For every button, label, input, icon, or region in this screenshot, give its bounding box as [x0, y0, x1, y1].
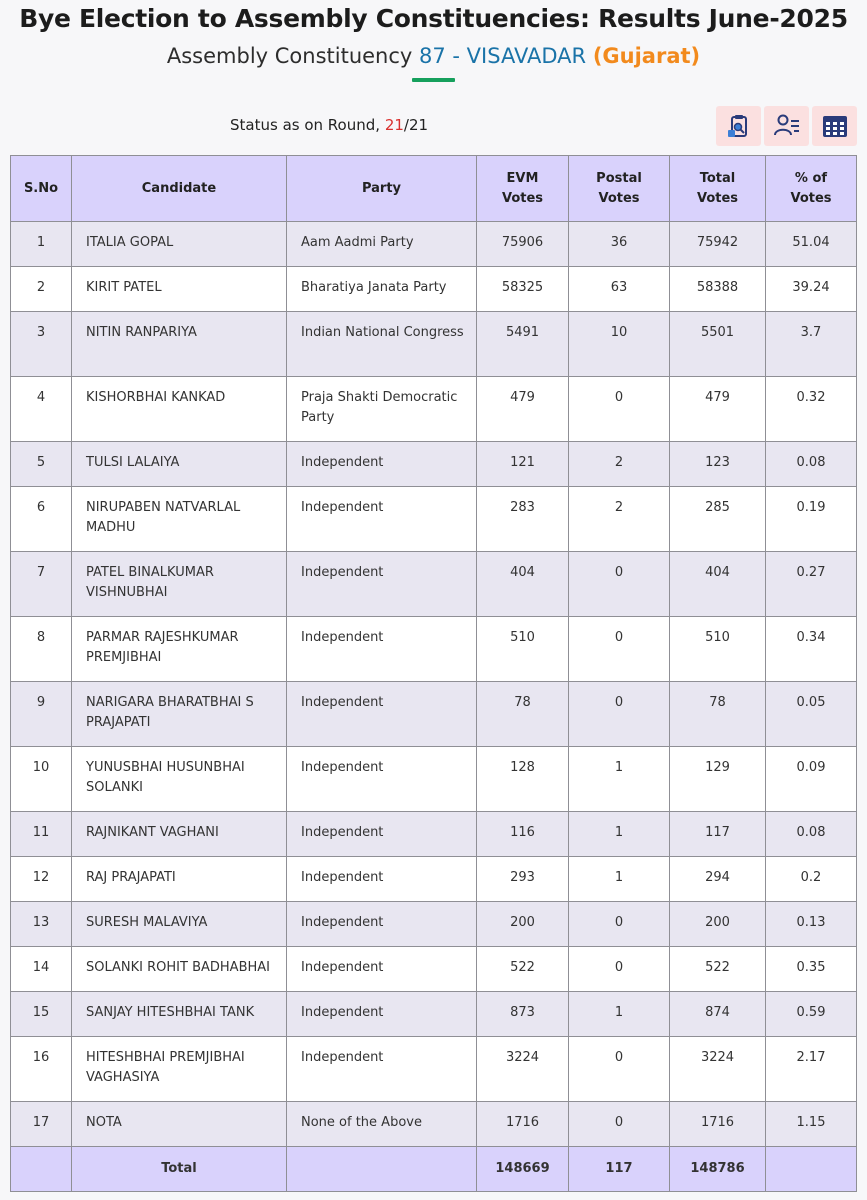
cell-vote-percent: 0.34 [766, 617, 857, 682]
cell-evm-votes: 510 [477, 617, 569, 682]
cell-postal-votes: 0 [569, 1102, 670, 1147]
cell-party: Independent [287, 682, 477, 747]
table-header-row [11, 156, 857, 222]
cell-party: Independent [287, 947, 477, 992]
round-status [230, 116, 428, 134]
cell-total-votes: 3224 [670, 1037, 766, 1102]
total-total-votes: 148786 [670, 1147, 766, 1192]
cell-evm-votes: 3224 [477, 1037, 569, 1102]
cell-total-votes: 5501 [670, 312, 766, 377]
cell-vote-percent: 0.08 [766, 442, 857, 487]
current-round: 21 [384, 116, 404, 134]
cell-postal-votes: 1 [569, 857, 670, 902]
cell-vote-percent: 0.2 [766, 857, 857, 902]
cell-total-votes: 117 [670, 812, 766, 857]
cell-total-votes: 479 [670, 377, 766, 442]
cell-total-votes: 200 [670, 902, 766, 947]
cell-evm-votes: 283 [477, 487, 569, 552]
cell-vote-percent: 0.13 [766, 902, 857, 947]
cell-evm-votes: 404 [477, 552, 569, 617]
total-sno [11, 1147, 72, 1192]
cell-candidate: KISHORBHAI KANKAD [72, 377, 287, 442]
cell-candidate: PARMAR RAJESHKUMAR PREMJIBHAI [72, 617, 287, 682]
candidate-wise-button[interactable] [764, 106, 809, 146]
cell-total-votes: 78 [670, 682, 766, 747]
cell-party: Independent [287, 1037, 477, 1102]
cell-total-votes: 58388 [670, 267, 766, 312]
cell-postal-votes: 63 [569, 267, 670, 312]
table-row [11, 1037, 857, 1102]
cell-evm-votes: 128 [477, 747, 569, 812]
cell-candidate: RAJNIKANT VAGHANI [72, 812, 287, 857]
cell-vote-percent: 0.59 [766, 992, 857, 1037]
cell-sno: 13 [11, 902, 72, 947]
table-row [11, 747, 857, 812]
constituency-name: 87 - VISAVADAR [419, 44, 587, 68]
cell-total-votes: 123 [670, 442, 766, 487]
cell-sno: 15 [11, 992, 72, 1037]
page-title: Bye Election to Assembly Constituencies: Results June-2025 [19, 4, 848, 33]
state-name: (Gujarat) [592, 44, 701, 68]
cell-vote-percent: 1.15 [766, 1102, 857, 1147]
cell-vote-percent: 0.05 [766, 682, 857, 747]
cell-postal-votes: 1 [569, 747, 670, 812]
cell-party: Independent [287, 992, 477, 1037]
cell-postal-votes: 0 [569, 902, 670, 947]
cell-party: Independent [287, 747, 477, 812]
table-row [11, 902, 857, 947]
cell-postal-votes: 0 [569, 377, 670, 442]
cell-total-votes: 129 [670, 747, 766, 812]
cell-evm-votes: 522 [477, 947, 569, 992]
cell-total-votes: 1716 [670, 1102, 766, 1147]
header-sno: S.No [11, 156, 72, 222]
cell-candidate: SANJAY HITESHBHAI TANK [72, 992, 287, 1037]
header-postal-votes: Postal Votes [569, 156, 670, 222]
cell-party: Independent [287, 812, 477, 857]
table-row [11, 267, 857, 312]
constituency-subtitle [0, 44, 867, 68]
cell-sno: 6 [11, 487, 72, 552]
table-row [11, 857, 857, 902]
cell-evm-votes: 1716 [477, 1102, 569, 1147]
cell-candidate: TULSI LALAIYA [72, 442, 287, 487]
cell-vote-percent: 3.7 [766, 312, 857, 377]
calendar-grid-icon [821, 112, 849, 140]
cell-vote-percent: 39.24 [766, 267, 857, 312]
cell-total-votes: 285 [670, 487, 766, 552]
cell-sno: 8 [11, 617, 72, 682]
cell-party: Indian National Congress [287, 312, 477, 377]
cell-evm-votes: 873 [477, 992, 569, 1037]
cell-party: Independent [287, 487, 477, 552]
cell-total-votes: 294 [670, 857, 766, 902]
constituency-wise-button[interactable] [716, 106, 761, 146]
header-total-votes: Total Votes [670, 156, 766, 222]
cell-sno: 10 [11, 747, 72, 812]
cell-candidate: KIRIT PATEL [72, 267, 287, 312]
cell-sno: 14 [11, 947, 72, 992]
cell-sno: 12 [11, 857, 72, 902]
total-postal-votes: 117 [569, 1147, 670, 1192]
table-row [11, 617, 857, 682]
table-row [11, 487, 857, 552]
cell-postal-votes: 2 [569, 442, 670, 487]
cell-candidate: NOTA [72, 1102, 287, 1147]
cell-evm-votes: 58325 [477, 267, 569, 312]
cell-total-votes: 75942 [670, 222, 766, 267]
cell-sno: 9 [11, 682, 72, 747]
cell-postal-votes: 0 [569, 947, 670, 992]
header-vote-percent: % of Votes [766, 156, 857, 222]
status-label: Status as on Round, [230, 116, 381, 134]
cell-sno: 2 [11, 267, 72, 312]
cell-party: Independent [287, 617, 477, 682]
header-evm-votes: EVM Votes [477, 156, 569, 222]
cell-total-votes: 510 [670, 617, 766, 682]
title-underline [412, 78, 455, 82]
cell-evm-votes: 121 [477, 442, 569, 487]
cell-evm-votes: 75906 [477, 222, 569, 267]
subtitle-prefix: Assembly Constituency [166, 44, 413, 68]
cell-candidate: NARIGARA BHARATBHAI S PRAJAPATI [72, 682, 287, 747]
cell-postal-votes: 0 [569, 552, 670, 617]
cell-vote-percent: 51.04 [766, 222, 857, 267]
cell-sno: 16 [11, 1037, 72, 1102]
total-vote-percent [766, 1147, 857, 1192]
cell-candidate: PATEL BINALKUMAR VISHNUBHAI [72, 552, 287, 617]
table-row [11, 992, 857, 1037]
table-row [11, 947, 857, 992]
cell-candidate: SURESH MALAVIYA [72, 902, 287, 947]
header-candidate: Candidate [72, 156, 287, 222]
clipboard-search-icon [725, 112, 753, 140]
cell-sno: 11 [11, 812, 72, 857]
total-rounds: /21 [403, 116, 429, 134]
cell-sno: 5 [11, 442, 72, 487]
cell-postal-votes: 0 [569, 617, 670, 682]
cell-vote-percent: 0.27 [766, 552, 857, 617]
cell-postal-votes: 36 [569, 222, 670, 267]
cell-candidate: ITALIA GOPAL [72, 222, 287, 267]
cell-party: Independent [287, 552, 477, 617]
cell-evm-votes: 5491 [477, 312, 569, 377]
cell-postal-votes: 0 [569, 682, 670, 747]
total-label: Total [72, 1147, 287, 1192]
cell-vote-percent: 0.32 [766, 377, 857, 442]
cell-party: Aam Aadmi Party [287, 222, 477, 267]
cell-total-votes: 522 [670, 947, 766, 992]
header-party: Party [287, 156, 477, 222]
cell-vote-percent: 0.19 [766, 487, 857, 552]
cell-party: Independent [287, 902, 477, 947]
table-view-button[interactable] [812, 106, 857, 146]
table-row [11, 442, 857, 487]
cell-evm-votes: 78 [477, 682, 569, 747]
cell-candidate: HITESHBHAI PREMJIBHAI VAGHASIYA [72, 1037, 287, 1102]
cell-vote-percent: 0.35 [766, 947, 857, 992]
cell-sno: 17 [11, 1102, 72, 1147]
cell-postal-votes: 1 [569, 812, 670, 857]
cell-sno: 7 [11, 552, 72, 617]
table-row [11, 812, 857, 857]
cell-candidate: RAJ PRAJAPATI [72, 857, 287, 902]
cell-vote-percent: 2.17 [766, 1037, 857, 1102]
table-row [11, 1102, 857, 1147]
cell-candidate: YUNUSBHAI HUSUNBHAI SOLANKI [72, 747, 287, 812]
cell-candidate: NIRUPABEN NATVARLAL MADHU [72, 487, 287, 552]
cell-evm-votes: 479 [477, 377, 569, 442]
cell-postal-votes: 2 [569, 487, 670, 552]
cell-postal-votes: 1 [569, 992, 670, 1037]
cell-evm-votes: 293 [477, 857, 569, 902]
cell-party: Independent [287, 857, 477, 902]
table-row [11, 312, 857, 377]
table-row [11, 552, 857, 617]
cell-party: Bharatiya Janata Party [287, 267, 477, 312]
cell-evm-votes: 116 [477, 812, 569, 857]
cell-party: Independent [287, 442, 477, 487]
cell-sno: 4 [11, 377, 72, 442]
cell-evm-votes: 200 [477, 902, 569, 947]
cell-party: Praja Shakti Democratic Party [287, 377, 477, 442]
results-table [10, 155, 857, 1192]
cell-candidate: SOLANKI ROHIT BADHABHAI [72, 947, 287, 992]
table-row [11, 222, 857, 267]
cell-total-votes: 874 [670, 992, 766, 1037]
cell-postal-votes: 10 [569, 312, 670, 377]
table-row [11, 682, 857, 747]
cell-party: None of the Above [287, 1102, 477, 1147]
cell-sno: 1 [11, 222, 72, 267]
cell-total-votes: 404 [670, 552, 766, 617]
cell-candidate: NITIN RANPARIYA [72, 312, 287, 377]
total-evm-votes: 148669 [477, 1147, 569, 1192]
cell-vote-percent: 0.09 [766, 747, 857, 812]
cell-postal-votes: 0 [569, 1037, 670, 1102]
total-party [287, 1147, 477, 1192]
cell-sno: 3 [11, 312, 72, 377]
cell-vote-percent: 0.08 [766, 812, 857, 857]
total-row [11, 1147, 857, 1192]
table-row [11, 377, 857, 442]
user-list-icon [773, 112, 801, 140]
